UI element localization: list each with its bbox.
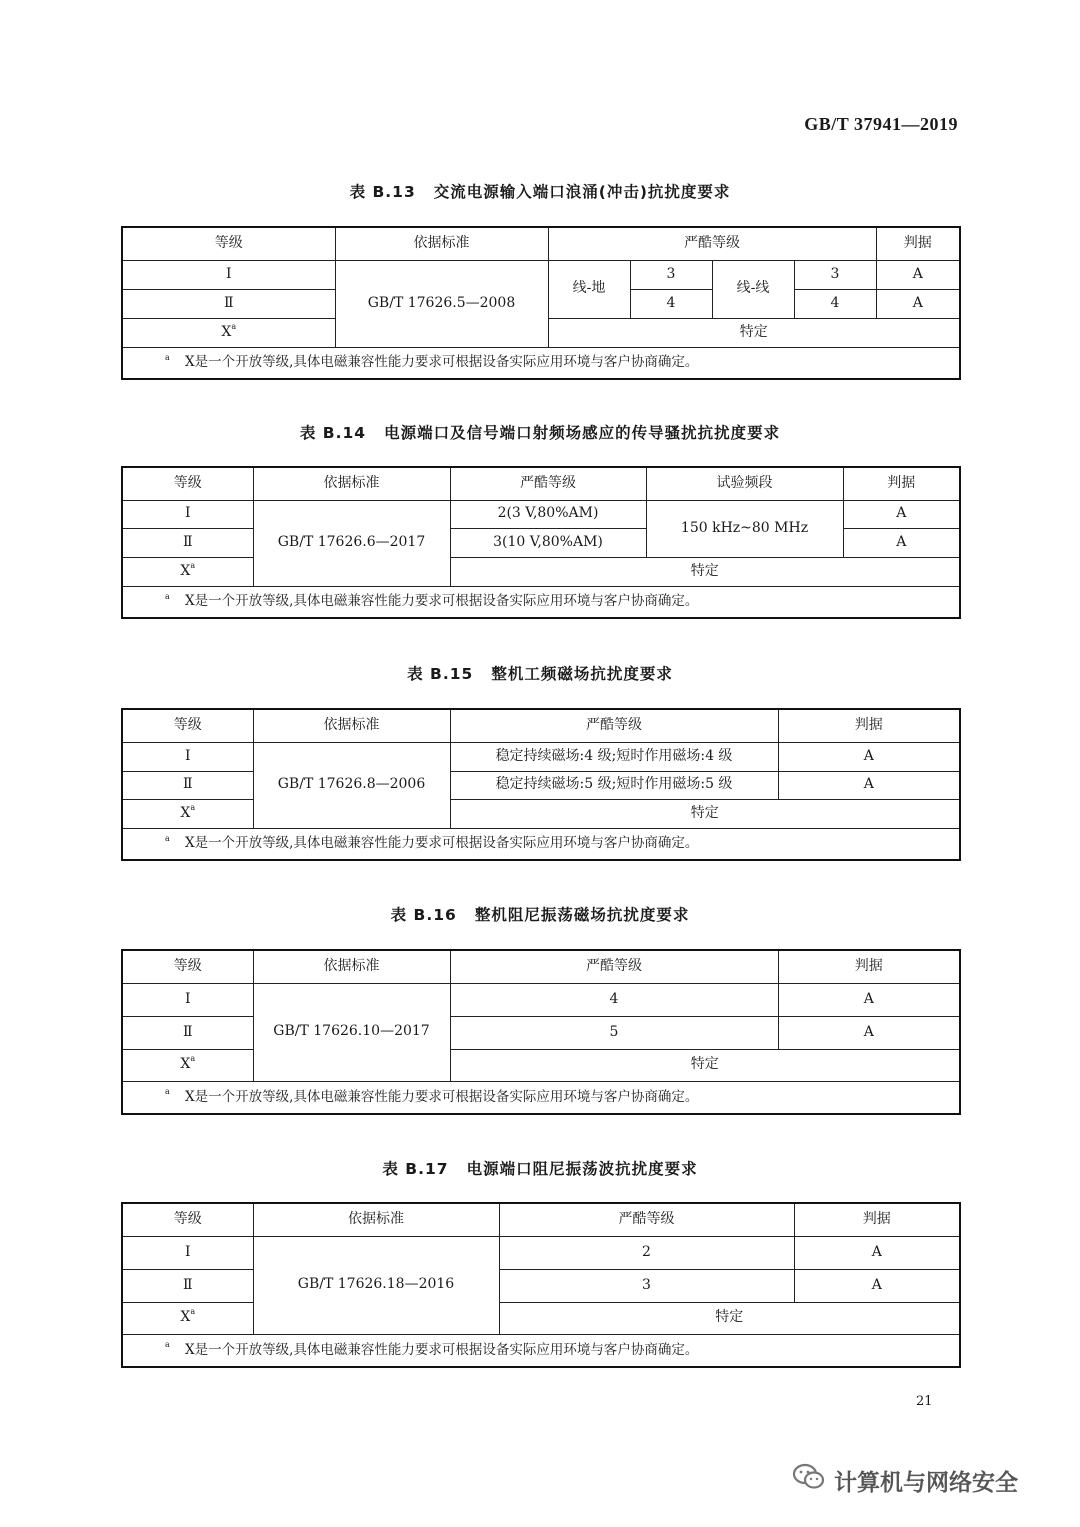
- header-severity: 严酷等级: [450, 709, 778, 742]
- cell-criterion: A: [778, 1016, 960, 1049]
- table-footnote: a Ⅹ是一个开放等级,具体电磁兼容性能力要求可根据设备实际应用环境与客户协商确定。: [122, 828, 960, 860]
- watermark: [792, 1460, 1052, 1500]
- cell-special: 特定: [450, 1049, 960, 1081]
- cell-line-line-label: 线-线: [712, 260, 794, 318]
- header-criterion: 判据: [843, 467, 960, 500]
- table-title: 整机工频磁场抗扰度要求: [491, 665, 673, 683]
- table-title: 电源端口及信号端口射频场感应的传导骚扰抗扰度要求: [384, 424, 781, 442]
- table-row: [122, 1302, 960, 1334]
- cell-level: Ⅱ: [122, 1016, 253, 1049]
- cell-line-line-value: 3: [794, 260, 876, 289]
- header-standard: 依据标准: [253, 950, 450, 983]
- header-criterion: 判据: [876, 227, 960, 260]
- table-title: 整机阻尼振荡磁场抗扰度要求: [474, 906, 690, 924]
- cell-level: Ⅱ: [122, 1269, 253, 1302]
- cell-standard: GB/T 17626.6—2017: [253, 500, 450, 586]
- header-level: 等级: [122, 467, 253, 500]
- header-standard: 依据标准: [253, 467, 450, 500]
- header-criterion: 判据: [794, 1203, 960, 1236]
- table-number: 表 B.16: [390, 906, 457, 924]
- cell-line-ground-value: 4: [630, 289, 712, 318]
- cell-standard: GB/T 17626.8—2006: [253, 742, 450, 828]
- cell-frequency: 150 kHz~80 MHz: [646, 500, 843, 557]
- cell-severity: 稳定持续磁场:4 级;短时作用磁场:4 级: [450, 742, 778, 771]
- cell-criterion: A: [876, 289, 960, 318]
- table-b16: [121, 949, 961, 1115]
- cell-standard: GB/T 17626.18—2016: [253, 1236, 499, 1334]
- cell-level: Ⅱ: [122, 771, 253, 799]
- cell-special: 特定: [450, 557, 960, 586]
- cell-criterion: A: [794, 1269, 960, 1302]
- table-footnote: a Ⅹ是一个开放等级,具体电磁兼容性能力要求可根据设备实际应用环境与客户协商确定。: [122, 1334, 960, 1367]
- cell-severity: 3(10 V,80%AM): [450, 528, 646, 557]
- table-number: 表 B.14: [299, 424, 367, 442]
- header-criterion: 判据: [778, 950, 960, 983]
- table-footnote: a Ⅹ是一个开放等级,具体电磁兼容性能力要求可根据设备实际应用环境与客户协商确定。: [122, 347, 960, 379]
- table-number: 表 B.17: [382, 1160, 449, 1178]
- header-level: 等级: [122, 1203, 253, 1236]
- table-row: [122, 742, 960, 771]
- cell-level-x: Ⅹ$^a$: [122, 1302, 253, 1334]
- header-level: 等级: [122, 227, 335, 260]
- table-number: 表 B.15: [407, 665, 474, 683]
- cell-level: Ⅱ: [122, 528, 253, 557]
- cell-line-ground-label: 线-地: [548, 260, 630, 318]
- table-number: 表 B.13: [349, 183, 416, 201]
- cell-special: 特定: [548, 318, 960, 347]
- table-footnote: a Ⅹ是一个开放等级,具体电磁兼容性能力要求可根据设备实际应用环境与客户协商确定。: [122, 1081, 960, 1114]
- cell-severity: 2: [499, 1236, 794, 1269]
- cell-level-x: Ⅹ$^a$: [122, 799, 253, 828]
- table-row: [122, 1269, 960, 1302]
- header-severity: 严酷等级: [548, 227, 876, 260]
- table-row: [122, 1016, 960, 1049]
- wechat-icon: [792, 1462, 834, 1498]
- cell-criterion: A: [794, 1236, 960, 1269]
- table-row: [122, 500, 960, 528]
- table-caption-b13: [0, 180, 1080, 202]
- header-standard: 依据标准: [335, 227, 548, 260]
- table-caption-b15: [0, 662, 1080, 684]
- cell-special: 特定: [499, 1302, 960, 1334]
- table-footnote: a Ⅹ是一个开放等级,具体电磁兼容性能力要求可根据设备实际应用环境与客户协商确定。: [122, 586, 960, 618]
- table-row: [122, 983, 960, 1016]
- cell-line-line-value: 4: [794, 289, 876, 318]
- document-code: GB/T 37941—2019: [804, 114, 958, 134]
- cell-severity: 5: [450, 1016, 778, 1049]
- header-severity: 严酷等级: [499, 1203, 794, 1236]
- header-standard: 依据标准: [253, 1203, 499, 1236]
- watermark-text: 计算机与网络安全: [834, 1469, 1018, 1496]
- cell-standard: GB/T 17626.5—2008: [335, 260, 548, 347]
- cell-level-x: Ⅹ$^a$: [122, 557, 253, 586]
- header-criterion: 判据: [778, 709, 960, 742]
- table-row: [122, 1049, 960, 1081]
- table-title: 电源端口阻尼振荡波抗扰度要求: [466, 1160, 698, 1178]
- table-b17: [121, 1202, 961, 1368]
- table-caption-b16: [0, 903, 1080, 925]
- header-severity: 严酷等级: [450, 467, 646, 500]
- cell-level: Ⅰ: [122, 1236, 253, 1269]
- cell-criterion: A: [778, 771, 960, 799]
- cell-criterion: A: [843, 500, 960, 528]
- header-standard: 依据标准: [253, 709, 450, 742]
- cell-severity: 4: [450, 983, 778, 1016]
- cell-special: 特定: [450, 799, 960, 828]
- table-row: [122, 799, 960, 828]
- header-frequency: 试验频段: [646, 467, 843, 500]
- cell-level: Ⅰ: [122, 983, 253, 1016]
- cell-level: Ⅱ: [122, 289, 335, 318]
- table-row: [122, 260, 960, 289]
- table-row: [122, 1236, 960, 1269]
- cell-level: Ⅰ: [122, 742, 253, 771]
- table-caption-b17: [0, 1157, 1080, 1179]
- cell-level: Ⅰ: [122, 260, 335, 289]
- cell-criterion: A: [778, 742, 960, 771]
- cell-severity: 2(3 V,80%AM): [450, 500, 646, 528]
- table-b14: [121, 466, 961, 619]
- table-caption-b14: [0, 421, 1080, 443]
- cell-line-ground-value: 3: [630, 260, 712, 289]
- table-title: 交流电源输入端口浪涌(冲击)抗扰度要求: [433, 183, 731, 201]
- page-number: 21: [916, 1394, 933, 1409]
- cell-criterion: A: [876, 260, 960, 289]
- table-row: [122, 557, 960, 586]
- cell-level-x: Ⅹ$^a$: [122, 1049, 253, 1081]
- header-level: 等级: [122, 709, 253, 742]
- table-b15: [121, 708, 961, 861]
- cell-criterion: A: [843, 528, 960, 557]
- table-b13: [121, 226, 961, 380]
- cell-level: Ⅰ: [122, 500, 253, 528]
- cell-severity: 稳定持续磁场:5 级;短时作用磁场:5 级: [450, 771, 778, 799]
- cell-criterion: A: [778, 983, 960, 1016]
- header-severity: 严酷等级: [450, 950, 778, 983]
- cell-standard: GB/T 17626.10—2017: [253, 983, 450, 1081]
- cell-severity: 3: [499, 1269, 794, 1302]
- cell-level-x: Ⅹ$^a$: [122, 318, 335, 347]
- header-level: 等级: [122, 950, 253, 983]
- table-row: [122, 771, 960, 799]
